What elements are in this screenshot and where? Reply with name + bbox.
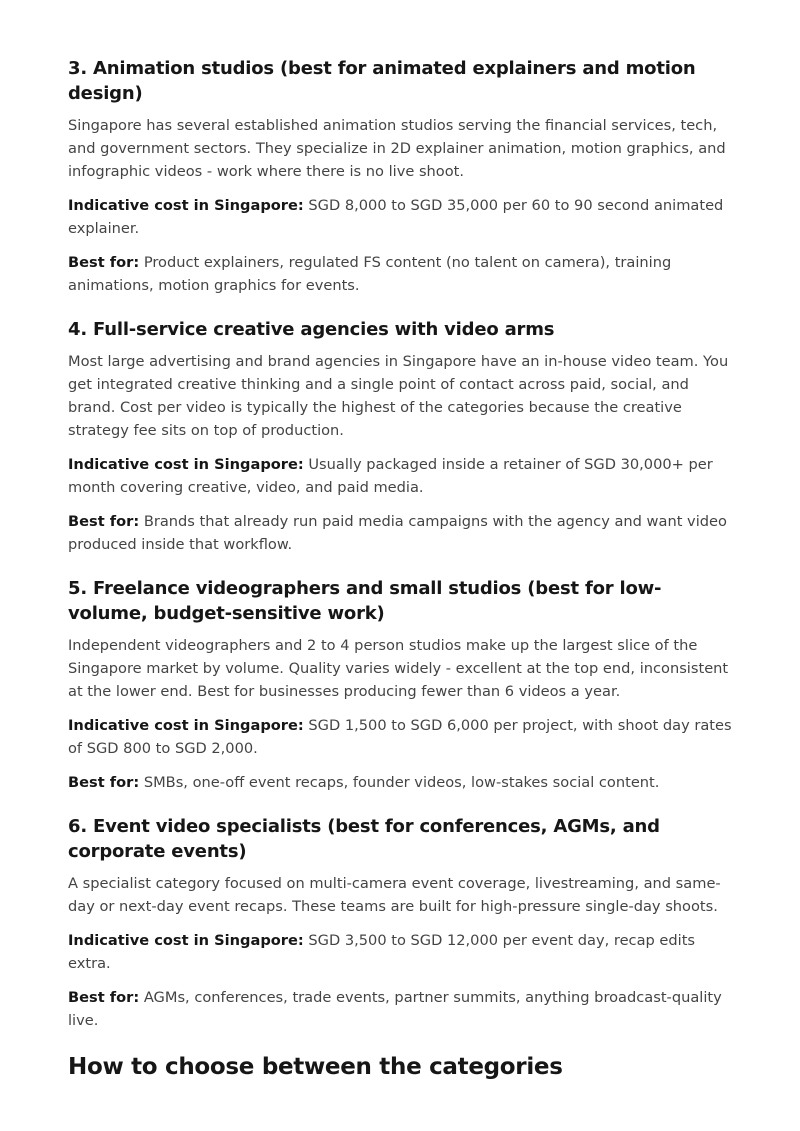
cost-paragraph (68, 714, 734, 760)
best-for-text: AGMs, conferences, trade events, partner summits, anything broadcast-quality live. (68, 989, 722, 1029)
section-heading: 6. Event video specialists (best for conferences, AGMs, and corporate events) (68, 816, 660, 862)
cost-text: SGD 1,500 to SGD 6,000 per project, with shoot day rates of SGD 800 to SGD 2,000. (68, 717, 732, 757)
best-for-text: SMBs, one-off event recaps, founder videos, low-stakes social content. (139, 774, 660, 791)
section-body: Independent videographers and 2 to 4 person studios make up the largest slice of the Singapore market by volume. Quality varies widely - excellent at the top end, inconsistent at the lower end. Best for businesses producing fewer than 6 videos a year. (68, 637, 729, 700)
section-heading: 5. Freelance videographers and small studios (best for low-volume, budget-sensitive work) (68, 578, 662, 624)
cost-paragraph (68, 929, 734, 975)
cost-label: Indicative cost in Singapore: (68, 456, 304, 473)
cost-label: Indicative cost in Singapore: (68, 932, 304, 949)
section-event-video-specialists (68, 814, 734, 1032)
cost-label: Indicative cost in Singapore: (68, 717, 304, 734)
best-for-paragraph (68, 251, 734, 297)
cost-paragraph (68, 194, 734, 240)
best-for-label: Best for: (68, 989, 140, 1006)
best-for-paragraph (68, 771, 734, 794)
cost-text: SGD 3,500 to SGD 12,000 per event day, recap edits extra. (68, 932, 696, 972)
section-body: Singapore has several established animation studios serving the financial services, tech, and government sectors. They specialize in 2D explainer animation, motion graphics, and infographic videos - work where there is no live shoot. (68, 117, 726, 180)
best-for-paragraph (68, 986, 734, 1032)
best-for-label: Best for: (68, 254, 140, 271)
cost-text: Usually packaged inside a retainer of SGD 30,000+ per month covering creative, video, and paid media. (68, 456, 713, 496)
best-for-text: Brands that already run paid media campaigns with the agency and want video produced inside that workflow. (68, 513, 727, 553)
cost-paragraph (68, 453, 734, 499)
best-for-text: Product explainers, regulated FS content (no talent on camera), training animations, motion graphics for events. (68, 254, 672, 294)
closing-heading: How to choose between the categories (68, 1054, 563, 1080)
section-heading: 3. Animation studios (best for animated explainers and motion design) (68, 58, 696, 104)
best-for-label: Best for: (68, 774, 140, 791)
section-full-service-agencies (68, 317, 734, 556)
cost-text: SGD 8,000 to SGD 35,000 per 60 to 90 second animated explainer. (68, 197, 724, 237)
section-body: Most large advertising and brand agencies in Singapore have an in-house video team. You get integrated creative thinking and a single point of contact across paid, social, and brand. Cost per video is typically the highest of the categories because the creative strategy fee sits on top of production. (68, 353, 729, 439)
section-freelance-videographers (68, 576, 734, 794)
cost-label: Indicative cost in Singapore: (68, 197, 304, 214)
best-for-label: Best for: (68, 513, 140, 530)
section-body: A specialist category focused on multi-camera event coverage, livestreaming, and same-day or next-day event recaps. These teams are built for high-pressure single-day shoots. (68, 875, 721, 915)
section-animation-studios (68, 56, 734, 297)
best-for-paragraph (68, 510, 734, 556)
section-heading: 4. Full-service creative agencies with video arms (68, 319, 555, 340)
